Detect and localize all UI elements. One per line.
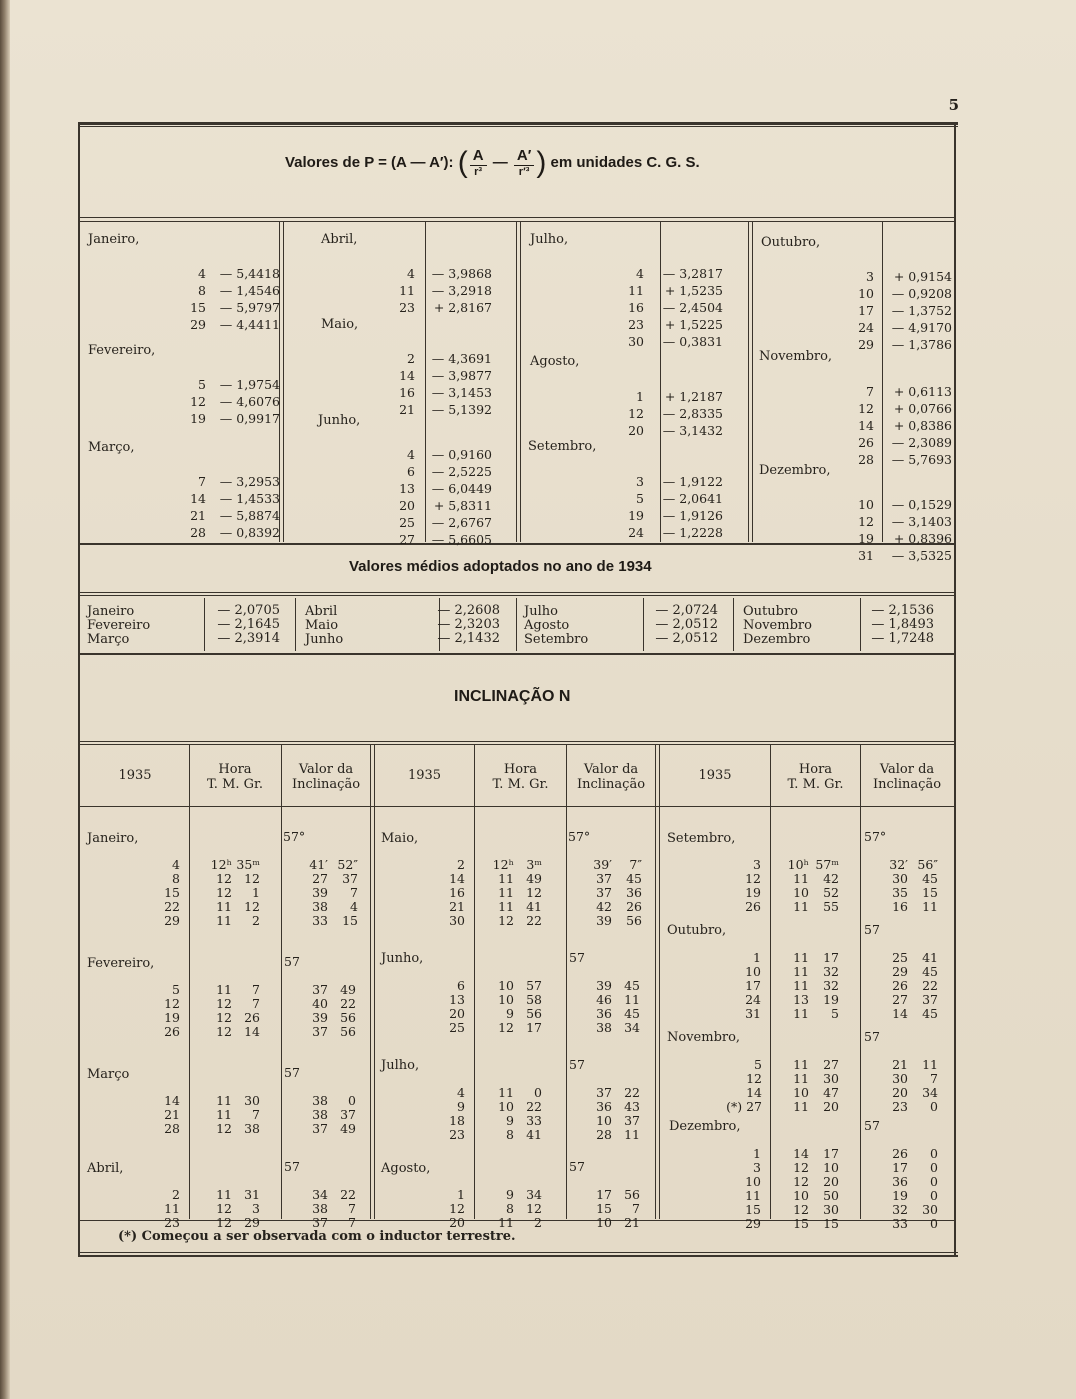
month-label: Outubro, bbox=[667, 923, 727, 938]
minute-list: 35ᵐ 12 1 12 2 bbox=[236, 857, 260, 928]
degree: 57 bbox=[864, 922, 880, 937]
arcmin-list: 38 38 37 bbox=[312, 1093, 328, 1136]
means-months: Outubro Novembro Dezembro bbox=[743, 604, 812, 647]
arcmin-list: 34 38 37 bbox=[312, 1187, 328, 1230]
arcmin-list: 37 40 39 37 bbox=[312, 982, 328, 1039]
month-label: Maio, bbox=[321, 317, 359, 332]
degree: 57 bbox=[864, 1118, 880, 1133]
month-label: Agosto, bbox=[530, 354, 580, 369]
day-list: 2 14 16 21 30 bbox=[449, 857, 465, 928]
means-months: Abril Maio Junho bbox=[305, 604, 344, 647]
month-label: Dezembro, bbox=[759, 463, 831, 478]
degree: 57 bbox=[569, 950, 585, 965]
degree: 57 bbox=[284, 1159, 300, 1174]
value-list: + 0,9154 — 0,9208 — 1,3752 — 4,9170 — 1,3786 bbox=[891, 269, 952, 352]
arcsec-list: 45 11 45 34 bbox=[624, 978, 640, 1035]
minute-list: 7 7 26 14 bbox=[244, 982, 260, 1039]
value-list: — 1,9754 — 4,6076 — 0,9917 bbox=[219, 377, 280, 426]
hour-list: 10 10 9 12 bbox=[498, 978, 514, 1035]
value-list: — 0,1529 — 3,1403 + 0,8396 — 3,5325 bbox=[891, 497, 952, 563]
header-hora: Hora T. M. Gr. bbox=[492, 762, 549, 792]
day-list: 7 14 21 28 bbox=[190, 474, 206, 540]
arcsec-list: 11 7 34 0 bbox=[922, 1057, 938, 1114]
day-list: 14 21 28 bbox=[164, 1093, 180, 1136]
month-label: Fevereiro, bbox=[87, 956, 155, 971]
month-label: Junho, bbox=[381, 951, 424, 966]
arcmin-list: 26 17 36 19 32 33 bbox=[892, 1146, 908, 1231]
day-list: 5 12 14 (*) 27 bbox=[726, 1057, 762, 1114]
value-list: — 1,9122 — 2,0641 — 1,9126 — 1,2228 bbox=[662, 474, 723, 540]
degree: 57 bbox=[864, 1029, 880, 1044]
arcsec-list: 49 22 56 56 bbox=[340, 982, 356, 1039]
day-list: 3 5 19 24 bbox=[628, 474, 644, 540]
month-label: Fevereiro, bbox=[88, 343, 156, 358]
day-list: 4 8 15 22 29 bbox=[164, 857, 180, 928]
means-values: — 2,1536 — 1,8493 — 1,7248 bbox=[871, 603, 934, 646]
day-list: 4 9 18 23 bbox=[449, 1085, 465, 1142]
arcmin-list: 39 46 36 38 bbox=[596, 978, 612, 1035]
degree: 57° bbox=[568, 829, 591, 844]
month-label: Novembro, bbox=[667, 1030, 741, 1045]
day-list: 2 11 23 bbox=[164, 1187, 180, 1230]
degree: 57° bbox=[864, 829, 887, 844]
frac1-denominator: r³ bbox=[474, 166, 483, 178]
value-list: — 4,3691 — 3,9877 — 3,1453 — 5,1392 bbox=[431, 351, 492, 417]
month-label: Abril, bbox=[321, 232, 358, 247]
minute-list: 57 58 56 17 bbox=[526, 978, 542, 1035]
title-right-text: em unidades C. G. S. bbox=[550, 153, 700, 171]
header-valor: Valor da Inclinação bbox=[576, 762, 646, 792]
frac2-denominator: r′³ bbox=[518, 166, 530, 178]
day-list: 2 14 16 21 bbox=[399, 351, 415, 417]
day-list: 3 10 17 24 29 bbox=[858, 269, 874, 352]
frac1-numerator: A bbox=[470, 147, 487, 166]
day-list: 1 12 20 bbox=[449, 1187, 465, 1230]
day-list: 4 11 23 bbox=[399, 266, 415, 315]
header-year: 1935 bbox=[698, 768, 732, 783]
section1-title: Valores de P = (A — A′): ( $\frac{A}{\text{r³}}$ — $\frac{A'}{\text{r′³}}$ ) em unidades C. G. S. bbox=[285, 146, 700, 179]
month-label: Abril, bbox=[87, 1161, 124, 1176]
hour-list: 9 8 11 bbox=[498, 1187, 514, 1230]
means-months: Julho Agosto Setembro bbox=[524, 604, 589, 647]
hour-list: 12ʰ 11 11 11 12 bbox=[492, 857, 514, 928]
day-list: 7 12 14 26 28 bbox=[858, 384, 874, 467]
hour-list: 11 11 11 13 11 bbox=[793, 950, 809, 1021]
hour-list: 10ʰ 11 10 11 bbox=[787, 857, 809, 914]
arcsec-list: 41 45 22 37 45 bbox=[922, 950, 938, 1021]
value-list: — 3,9868 — 3,2918 + 2,8167 bbox=[431, 266, 492, 315]
day-list: 6 13 20 25 bbox=[449, 978, 465, 1035]
month-label: Julho, bbox=[381, 1058, 420, 1073]
day-list: 1 3 10 11 15 29 bbox=[745, 1146, 761, 1231]
section2-title: Valores médios adoptados no ano de 1934 bbox=[349, 558, 652, 575]
arcmin-list: 21 30 20 23 bbox=[892, 1057, 908, 1114]
header-year: 1935 bbox=[407, 768, 442, 783]
minute-list: 30 7 38 bbox=[244, 1093, 260, 1136]
minute-list: 17 32 32 19 5 bbox=[823, 950, 839, 1021]
frac-minus: — bbox=[492, 153, 508, 171]
value-list: — 3,2817 + 1,5235 — 2,4504 + 1,5225 — 0,3831 bbox=[662, 266, 723, 349]
value-list: — 3,2953 — 1,4533 — 5,8874 — 0,8392 bbox=[219, 474, 280, 540]
month-label: Março bbox=[87, 1067, 130, 1082]
arcmin-list: 17 15 10 bbox=[596, 1187, 612, 1230]
hour-list: 14 12 12 10 12 15 bbox=[793, 1146, 809, 1231]
arcsec-list: 22 43 37 11 bbox=[624, 1085, 640, 1142]
arcmin-list: 39′ 37 37 42 39 bbox=[593, 857, 612, 928]
month-label: Outubro, bbox=[761, 235, 821, 250]
month-label: Junho, bbox=[318, 413, 361, 428]
arcsec-list: 0 0 0 0 30 0 bbox=[922, 1146, 938, 1231]
arcsec-list: 7″ 45 36 26 56 bbox=[626, 857, 642, 928]
hour-list: 11 11 12 bbox=[216, 1093, 232, 1136]
value-list: — 5,4418 — 1,4546 — 5,9797 — 4,4411 bbox=[219, 266, 280, 332]
month-label: Setembro, bbox=[667, 831, 736, 846]
means-values: — 2,0724 — 2,0512 — 2,0512 bbox=[655, 603, 718, 646]
arcsec-list: 52″ 37 7 4 15 bbox=[337, 857, 358, 928]
minute-list: 3ᵐ 49 12 41 22 bbox=[526, 857, 542, 928]
hour-list: 11 12 12 12 bbox=[216, 982, 232, 1039]
book-spine-edge bbox=[0, 0, 10, 1399]
day-list: 5 12 19 26 bbox=[164, 982, 180, 1039]
day-list: 5 12 19 bbox=[190, 377, 206, 426]
arcsec-list: 56 7 21 bbox=[624, 1187, 640, 1230]
arcmin-list: 37 36 10 28 bbox=[596, 1085, 612, 1142]
minute-list: 34 12 2 bbox=[526, 1187, 542, 1230]
degree: 57 bbox=[284, 954, 300, 969]
degree: 57° bbox=[283, 829, 306, 844]
header-valor: Valor da Inclinação bbox=[291, 762, 361, 792]
hour-list: 11 11 10 11 bbox=[793, 1057, 809, 1114]
hour-list: 11 12 12 bbox=[216, 1187, 232, 1230]
degree: 57 bbox=[569, 1057, 585, 1072]
month-label: Janeiro, bbox=[87, 831, 139, 846]
arcmin-list: 41′ 27 39 38 33 bbox=[309, 857, 328, 928]
degree: 57 bbox=[284, 1065, 300, 1080]
means-values: — 2,0705 — 2,1645 — 2,3914 bbox=[217, 603, 280, 646]
month-label: Janeiro, bbox=[88, 232, 140, 247]
day-list: 4 11 16 23 30 bbox=[628, 266, 644, 349]
day-list: 4 8 15 29 bbox=[190, 266, 206, 332]
day-list: 1 10 17 24 31 bbox=[745, 950, 761, 1021]
degree: 57 bbox=[569, 1159, 585, 1174]
month-label: Julho, bbox=[530, 232, 569, 247]
header-hora: Hora T. M. Gr. bbox=[787, 762, 844, 792]
hour-list: 12ʰ 12 12 11 11 bbox=[210, 857, 232, 928]
month-label: Novembro, bbox=[759, 349, 833, 364]
title-left-text: Valores de P = (A — A′): bbox=[285, 153, 454, 171]
arcsec-list: 22 7 7 bbox=[340, 1187, 356, 1230]
footnote: (*) Começou a ser observada com o inductor terrestre. bbox=[118, 1229, 516, 1244]
day-list: 3 12 19 26 bbox=[745, 857, 761, 914]
minute-list: 27 30 47 20 bbox=[823, 1057, 839, 1114]
minute-list: 17 10 20 50 30 15 bbox=[823, 1146, 839, 1231]
header-year: 1935 bbox=[118, 768, 152, 783]
month-label: Agosto, bbox=[381, 1161, 431, 1176]
minute-list: 57ᵐ 42 52 55 bbox=[815, 857, 839, 914]
hour-list: 11 10 9 8 bbox=[498, 1085, 514, 1142]
month-label: Maio, bbox=[381, 831, 419, 846]
means-months: Janeiro Fevereiro Março bbox=[87, 604, 151, 647]
header-valor: Valor da Inclinação bbox=[872, 762, 942, 792]
page-number: 5 bbox=[948, 96, 959, 114]
month-label: Setembro, bbox=[528, 439, 597, 454]
value-list: + 1,2187 — 2,8335 — 3,1432 bbox=[662, 389, 723, 438]
section3-title: INCLINAÇÃO N bbox=[454, 688, 571, 705]
arcsec-list: 56″ 45 15 11 bbox=[917, 857, 938, 914]
means-values: — 2,2608 — 2,3203 — 2,1432 bbox=[437, 603, 500, 646]
minute-list: 31 3 29 bbox=[244, 1187, 260, 1230]
arcmin-list: 25 29 26 27 14 bbox=[892, 950, 908, 1021]
arcsec-list: 0 37 49 bbox=[340, 1093, 356, 1136]
month-label: Dezembro, bbox=[669, 1119, 741, 1134]
minute-list: 0 22 33 41 bbox=[526, 1085, 542, 1142]
frac2-numerator: A′ bbox=[514, 147, 534, 166]
day-list: 1 12 20 bbox=[628, 389, 644, 438]
arcmin-list: 32′ 30 35 16 bbox=[889, 857, 908, 914]
month-label: Março, bbox=[88, 440, 135, 455]
value-list: — 0,9160 — 2,5225 — 6,0449 + 5,8311 — 2,6767 — 5,6605 bbox=[431, 447, 492, 547]
header-hora: Hora T. M. Gr. bbox=[207, 762, 263, 792]
value-list: + 0,6113 + 0,0766 + 0,8386 — 2,3089 — 5,7693 bbox=[891, 384, 952, 467]
day-list: 4 6 13 20 25 27 bbox=[399, 447, 415, 547]
day-list: 10 12 19 31 bbox=[858, 497, 874, 563]
